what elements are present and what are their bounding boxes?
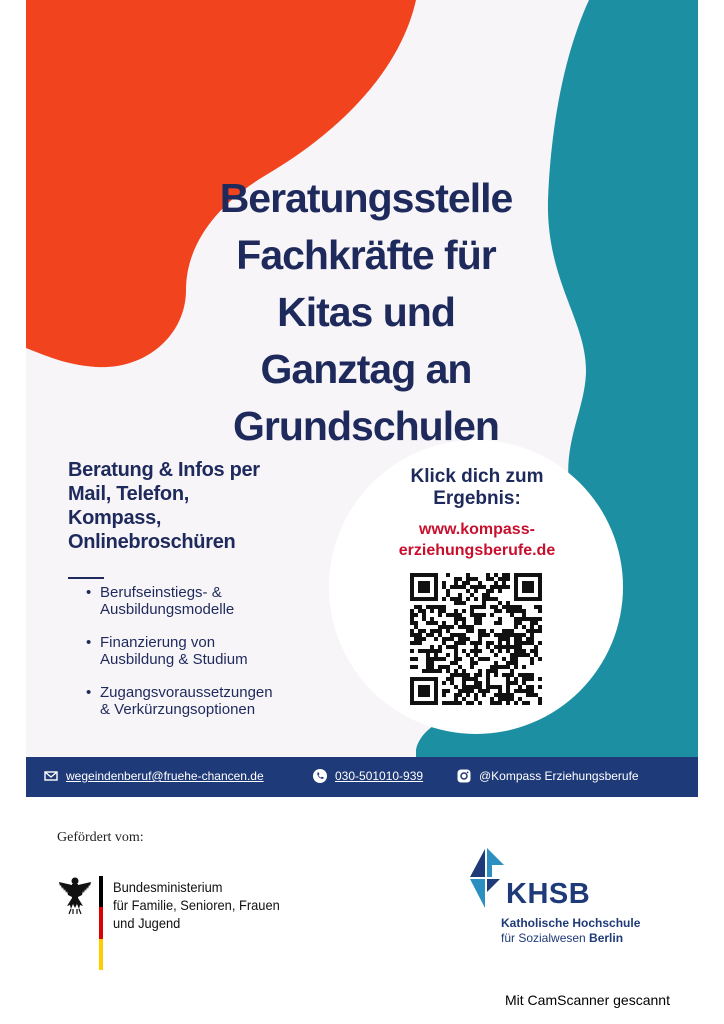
page-title	[176, 170, 556, 455]
cta-text	[366, 466, 588, 510]
scanner-watermark: Mit CamScanner gescannt	[505, 992, 670, 1008]
khsb-line2-prefix: für Sozialwesen	[501, 931, 590, 945]
khsb-acronym: KHSB	[506, 878, 591, 910]
qr-code[interactable]	[410, 573, 542, 705]
info-line: Mail, Telefon,	[68, 483, 189, 505]
khsb-line	[501, 931, 640, 946]
cta-line: Ergebnis:	[433, 488, 521, 509]
email-link[interactable]: wegeindenberuf@fruehe-chancen.de	[66, 769, 264, 783]
ministry-line: Bundesministerium	[113, 879, 223, 895]
email-contact[interactable]	[44, 769, 264, 783]
khsb-name	[501, 916, 640, 946]
phone-contact[interactable]	[313, 769, 423, 783]
khsb-cross-logo	[470, 848, 504, 928]
cta-link[interactable]	[366, 519, 588, 561]
contact-bar	[26, 757, 698, 797]
title-line: Grundschulen	[233, 403, 499, 449]
mail-icon	[44, 769, 58, 783]
info-heading	[68, 458, 328, 554]
bullet-icon: •	[86, 634, 92, 651]
instagram-contact[interactable]	[457, 769, 639, 783]
list-item-line: Ausbildungsmodelle	[100, 601, 235, 618]
instagram-icon	[457, 769, 471, 783]
ministry-line: für Familie, Senioren, Frauen	[113, 897, 280, 913]
info-line: Kompass,	[68, 507, 162, 529]
list-item	[86, 684, 346, 718]
funding-label: Gefördert vom:	[57, 830, 144, 845]
list-item-line: & Verkürzungsoptionen	[100, 701, 256, 718]
title-line: Kitas und	[277, 289, 455, 335]
list-item-line: Ausbildung & Studium	[100, 651, 248, 668]
khsb-line: Katholische Hochschule	[501, 916, 641, 930]
list-item-line: Finanzierung von	[100, 634, 216, 651]
list-item-line: Berufseinstiegs- &	[100, 584, 222, 601]
divider	[68, 577, 104, 579]
info-line: Onlinebroschüren	[68, 531, 236, 553]
title-line: Ganztag an	[260, 346, 472, 392]
bullet-icon: •	[86, 584, 92, 601]
bullet-icon: •	[86, 684, 92, 701]
phone-link[interactable]: 030-501010-939	[335, 769, 424, 783]
poster	[26, 0, 698, 797]
phone-icon	[313, 769, 327, 783]
ministry-name	[113, 878, 280, 932]
ministry-line: und Jugend	[113, 915, 181, 931]
list-item	[86, 584, 346, 618]
list-item	[86, 634, 346, 668]
khsb-line2-bold: Berlin	[589, 931, 624, 945]
list-item-line: Zugangsvoraussetzungen	[100, 684, 273, 701]
federal-eagle-icon	[58, 876, 92, 916]
title-line: Fachkräfte für	[236, 232, 496, 278]
german-flag-stripe	[99, 876, 103, 970]
title-line: Beratungsstelle	[219, 175, 513, 221]
cta-link-line[interactable]: www.kompass-	[419, 521, 535, 538]
topic-list	[86, 584, 346, 734]
cta-link-line[interactable]: erziehungsberufe.de	[398, 542, 556, 559]
cta-line: Klick dich zum	[410, 466, 544, 487]
info-line: Beratung & Infos per	[68, 459, 260, 481]
instagram-handle[interactable]: @Kompass Erziehungsberufe	[479, 769, 639, 783]
